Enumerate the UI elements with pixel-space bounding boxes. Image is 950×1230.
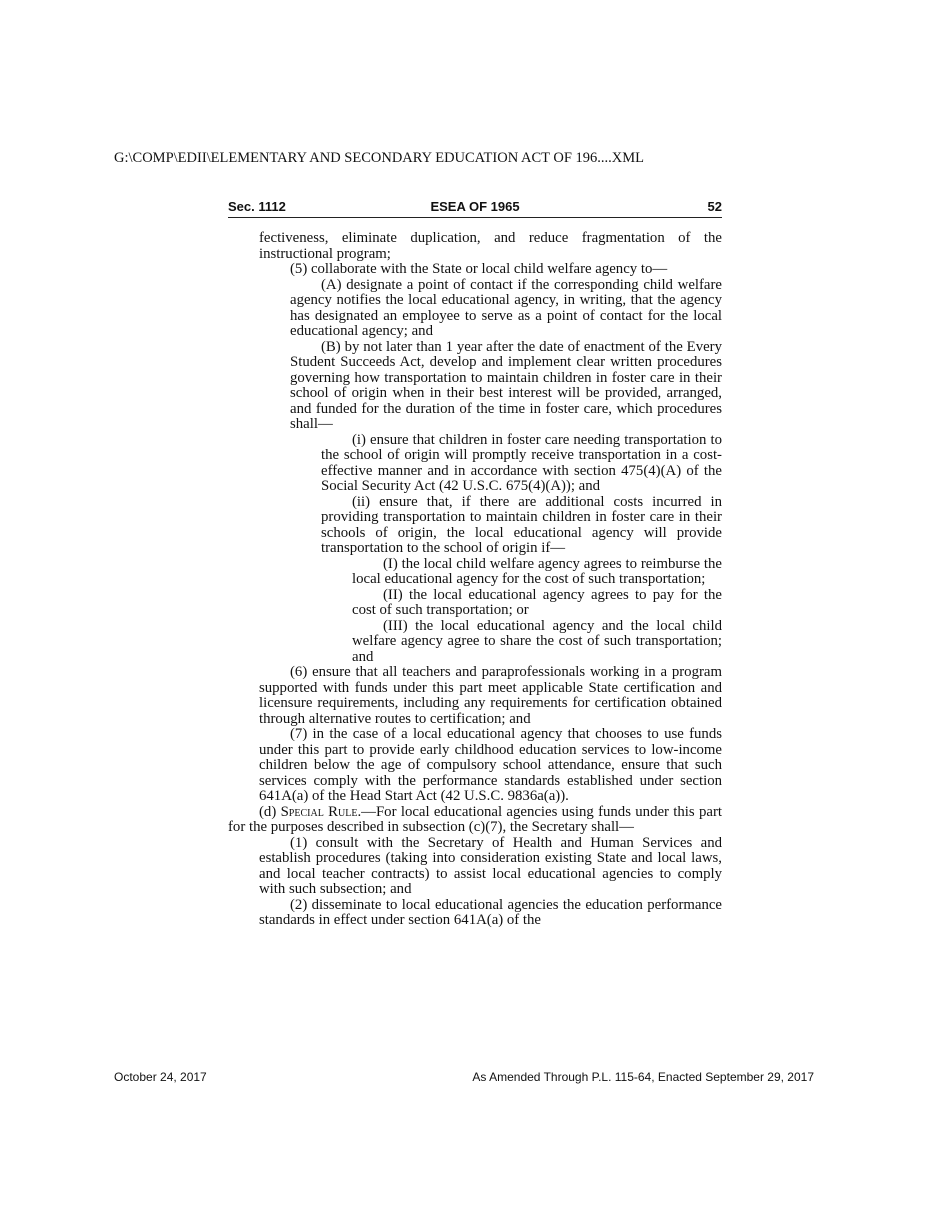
section-number: Sec. 1112 <box>228 199 286 214</box>
subsection-d-heading: Special Rule <box>280 803 358 820</box>
footer-date: October 24, 2017 <box>114 1070 207 1084</box>
subparagraph-5-b: (B) by not later than 1 year after the date of enactment of the Every Student Succeeds Act, develop and implement clear written procedures governing how transportation to maintain children in foster care in their school of origin when in their best interest will be provided, arranged, and funded for the duration of the time in foster care, which procedures shall— <box>290 338 722 432</box>
act-title: ESEA OF 1965 <box>430 199 520 214</box>
clause-5-b-i: (i) ensure that children in foster care needing transportation to the school of origin will promptly receive transportation in a cost-effective manner and in accordance with section 475(4)(A) of the Social Security Act (42 U.S.C. 675(4)(A)); and <box>321 431 722 494</box>
paragraph-6: (6) ensure that all teachers and paraprofessionals working in a program supported with funds under this part meet applicable State certification and licensure requirements, including any requirements for certification obtained through alternative routes to certification; and <box>259 664 722 727</box>
footer-amended: As Amended Through P.L. 115-64, Enacted September 29, 2017 <box>472 1070 814 1084</box>
subparagraph-5-a: (A) designate a point of contact if the corresponding child welfare agency notifies the local educational agency, in writing, that the agency has designated an employee to serve as a point of contact for the local educational agency; and <box>290 276 722 339</box>
paragraph-5: (5) collaborate with the State or local child welfare agency to— <box>290 261 668 277</box>
subsection-d-text: .—For local educational agencies using funds under this part for the purposes described in subsection (c)(7), the Secretary shall— <box>228 803 722 835</box>
running-head <box>228 197 722 218</box>
subclause-5-b-ii-i: (I) the local child welfare agency agrees to reimburse the local educational agency for the cost of such transportation; <box>352 555 722 587</box>
page-number: 52 <box>707 199 722 214</box>
paragraph-continuation: fectiveness, eliminate duplication, and reduce fragmentation of the instructional program; <box>259 230 722 262</box>
paragraph-7: (7) in the case of a local educational agency that chooses to use funds under this part to provide early childhood education services to low-income children below the age of compulsory school attendance, ensure that such services comply with the performance standards established under section 641A(a) of the Head Start Act (42 U.S.C. 9836a(a)). <box>259 726 722 804</box>
subsection-d-paragraph-1: (1) consult with the Secretary of Health and Human Services and establish procedures (taking into consideration existing State and local laws, and local teacher contracts) to assist local educational agencies to comply with such subsection; and <box>259 834 722 897</box>
statute-text <box>228 231 722 929</box>
clause-5-b-ii: (ii) ensure that, if there are additional costs incurred in providing transportation to maintain children in foster care in their schools of origin, the local educational agency will provide transportation to the school of origin if— <box>321 493 722 556</box>
subsection-d-label: (d) <box>259 803 281 820</box>
subsection-d <box>228 805 722 836</box>
subsection-d-paragraph-2: (2) disseminate to local educational agencies the education performance standards in effect under section 641A(a) of the <box>259 896 722 928</box>
subclause-5-b-ii-ii: (II) the local educational agency agrees to pay for the cost of such transportation; or <box>352 586 722 618</box>
subclause-5-b-ii-iii: (III) the local educational agency and the local child welfare agency agree to share the cost of such transportation; and <box>352 617 722 665</box>
file-path: G:\COMP\EDII\ELEMENTARY AND SECONDARY EDUCATION ACT OF 196....XML <box>114 150 644 166</box>
